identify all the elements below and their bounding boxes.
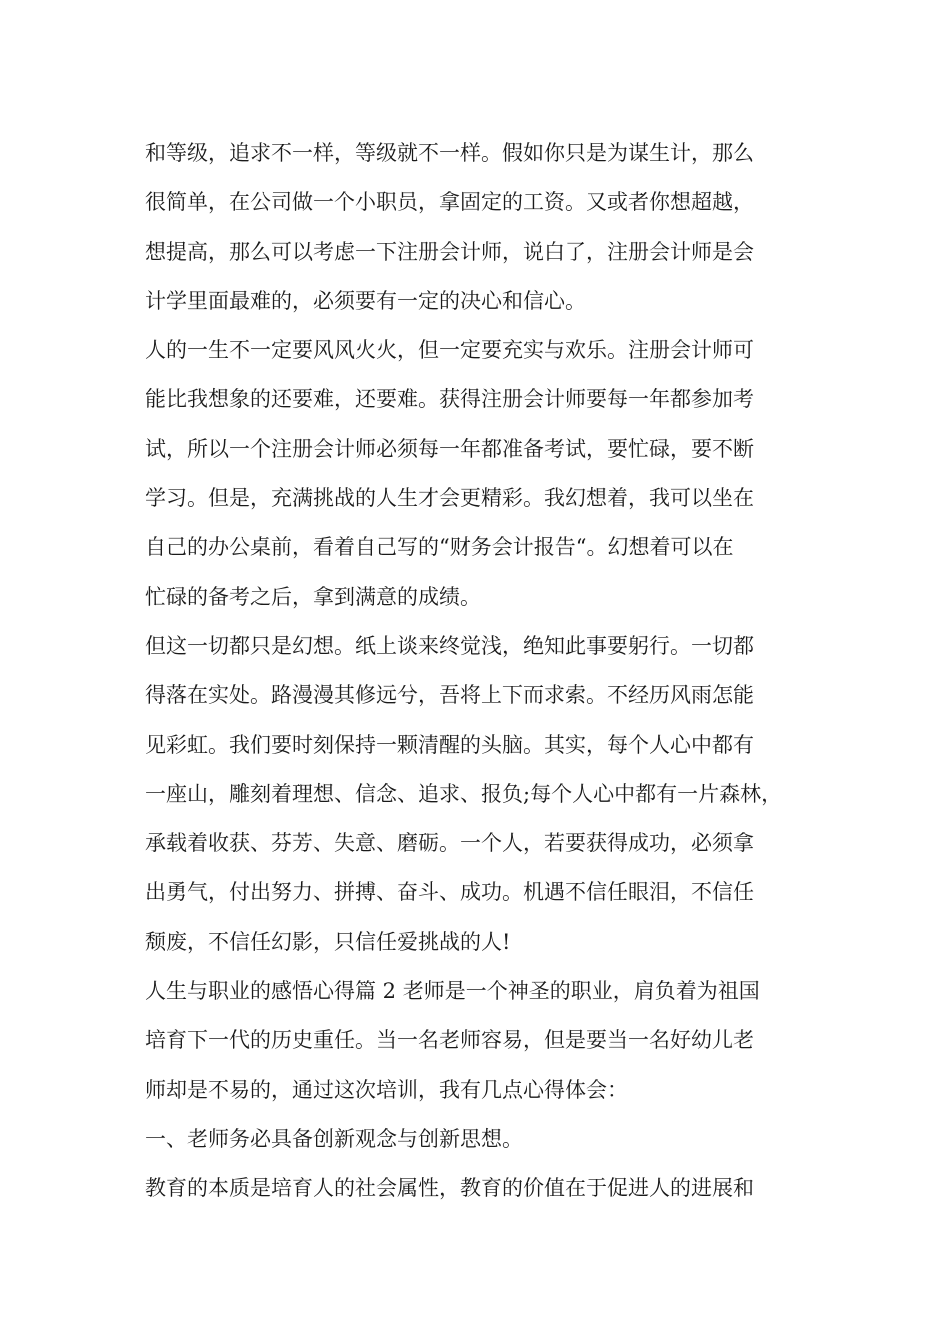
text-line: 能比我想象的还要难，还要难。获得注册会计师要每一年都参加考 <box>145 387 754 412</box>
text-line: 自己的办公桌前，看着自己写的“财务会计报告“。幻想着可以在 <box>145 535 734 560</box>
text-line: 见彩虹。我们要时刻保持一颗清醒的头脑。其实，每个人心中都有 <box>145 732 754 757</box>
text-line: 但这一切都只是幻想。纸上谈来终觉浅，绝知此事要躬行。一切都 <box>145 633 754 658</box>
text-line: 人的一生不一定要风风火火，但一定要充实与欢乐。注册会计师可 <box>145 338 754 363</box>
document-body <box>145 129 825 1214</box>
text-line: 想提高，那么可以考虑一下注册会计师，说白了，注册会计师是会 <box>145 239 754 264</box>
text-line: 颓废，不信任幻影，只信任爱挑战的人! <box>145 929 511 954</box>
text-line: 出勇气，付出努力、拼搏、奋斗、成功。机遇不信任眼泪，不信任 <box>145 880 754 905</box>
text-line: 人生与职业的感悟心得篇 2 老师是一个神圣的职业，肩负着为祖国 <box>145 979 760 1004</box>
text-line: 学习。但是，充满挑战的人生才会更精彩。我幻想着，我可以坐在 <box>145 486 754 511</box>
text-line: 一、老师务必具备创新观念与创新思想。 <box>145 1126 523 1151</box>
text-line: 承载着收获、芬芳、失意、磨砺。一个人，若要获得成功，必须拿 <box>145 831 754 856</box>
text-line: 很简单，在公司做一个小职员，拿固定的工资。又或者你想超越， <box>145 190 754 215</box>
text-line: 一座山，雕刻着理想、信念、追求、报负;每个人心中都有一片森林， <box>145 781 783 806</box>
text-line: 师却是不易的，通过这次培训，我有几点心得体会： <box>145 1077 628 1102</box>
text-line: 得落在实处。路漫漫其修远兮，吾将上下而求索。不经历风雨怎能 <box>145 683 754 708</box>
text-line: 试，所以一个注册会计师必须每一年都准备考试，要忙碌，要不断 <box>145 436 754 461</box>
text-line: 和等级，追求不一样，等级就不一样。假如你只是为谋生计，那么 <box>145 141 754 165</box>
text-line: 计学里面最难的，必须要有一定的决心和信心。 <box>145 288 586 313</box>
text-line: 忙碌的备考之后，拿到满意的成绩。 <box>145 584 481 609</box>
text-line: 教育的本质是培育人的社会属性，教育的价值在于促进人的进展和 <box>145 1176 754 1201</box>
text-line: 培育下一代的历史重任。当一名老师容易，但是要当一名好幼儿老 <box>145 1028 754 1053</box>
